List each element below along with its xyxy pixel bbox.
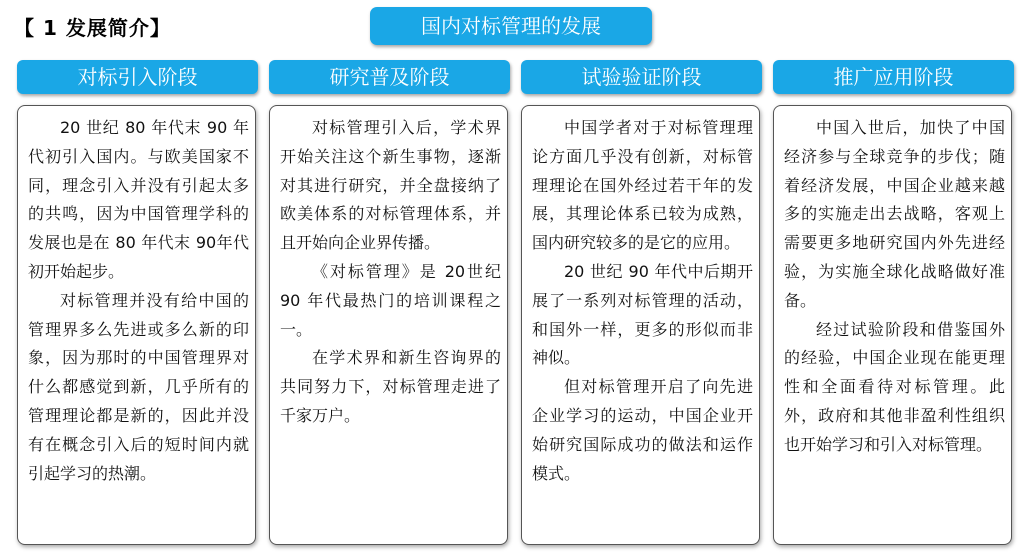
stage-paragraph: 20 世纪 80 年代末 90 年代初引入国内。与欧美国家不同，理念引入并没有引起太多的共鸣，因为中国管理学科的发展也是在 80 年代末 90年代初开始起步。 (28, 118, 249, 281)
stage-paragraph: 对标管理引入后，学术界开始关注这个新生事物，逐渐对其进行研究，并全盘接纳了欧美体系的对标管理体系，并且开始向企业界传播。 (280, 118, 501, 253)
stage-header-introduction: 对标引入阶段 (17, 60, 258, 94)
stage-card-introduction (17, 105, 256, 545)
stage-paragraph: 中国入世后，加快了中国经济参与全球竞争的步伐；随着经济发展，中国企业越来越多的实施走出去战略，客观上需要更多地研究国内外先进经验，为实施全球化战略做好准备。 (784, 118, 1005, 310)
stage-header-promotion: 推广应用阶段 (773, 60, 1014, 94)
main-title: 国内对标管理的发展 (370, 7, 652, 45)
stage-header-trial: 试验验证阶段 (521, 60, 762, 94)
stage-paragraph: 中国学者对于对标管理理论方面几乎没有创新，对标管理理论在国外经过若干年的发展，其理论体系已较为成熟，国内研究较多的是它的应用。 (532, 118, 753, 253)
stage-paragraph: 对标管理并没有给中国的管理界多么先进或多么新的印象，因为那时的中国管理界对什么都感觉到新，几乎所有的管理理论都是新的，因此并没有在概念引入后的短时间内就引起学习的热潮。 (28, 290, 249, 483)
stage-card-promotion (773, 105, 1012, 545)
stage-paragraph: 在学术界和新生咨询界的共同努力下，对标管理走进了千家万户。 (280, 348, 501, 425)
section-title: 【 1 发展简介】 (14, 16, 171, 40)
stage-paragraph: 经过试验阶段和借鉴国外的经验，中国企业现在能更理性和全面看待对标管理。此外，政府和其他非盈利性组织也开始学习和引入对标管理。 (784, 319, 1005, 454)
stage-card-research (269, 105, 508, 545)
stage-paragraph: 但对标管理开启了向先进企业学习的运动，中国企业开始研究国际成功的做法和运作模式。 (532, 377, 753, 483)
stage-header-research: 研究普及阶段 (269, 60, 510, 94)
stage-paragraph: 《对标管理》是 20世纪 90 年代最热门的培训课程之一。 (280, 261, 501, 339)
stage-paragraph: 20 世纪 90 年代中后期开展了一系列对标管理的活动，和国外一样，更多的形似而非神似。 (532, 261, 753, 368)
stage-card-trial (521, 105, 760, 545)
